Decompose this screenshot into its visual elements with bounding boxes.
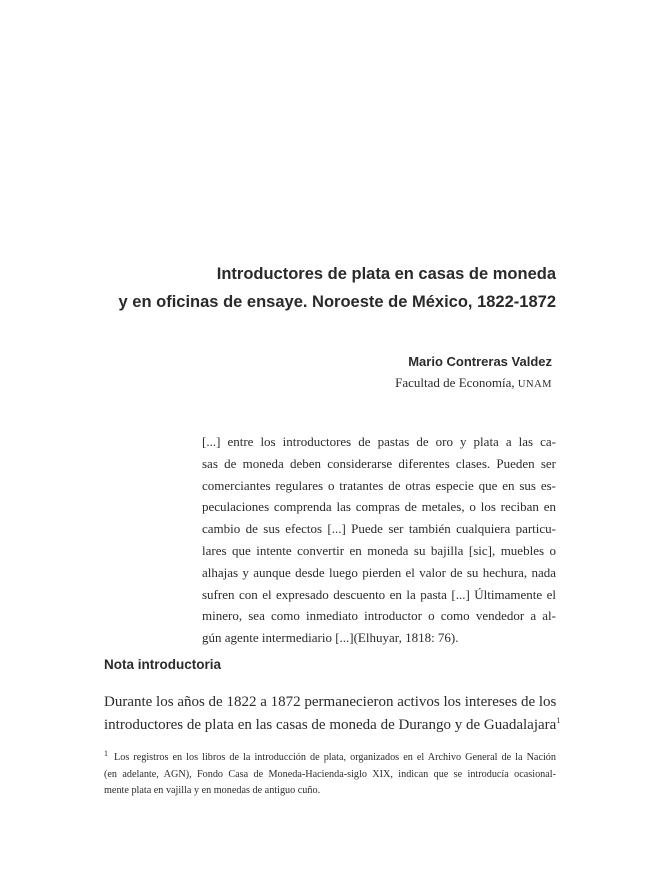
footnote-reference: 1 [556, 716, 561, 725]
article-title-line-2: y en oficinas de ensaye. Noroeste de México, 1822-1872 [118, 293, 556, 311]
author-affiliation [395, 374, 552, 394]
epigraph-line: [...] entre los introductores de pastas de oro y plata a las ca- [202, 434, 556, 449]
footnote-line: (en adelante, AGN), Fondo Casa de Moneda-Hacienda-siglo XIX, indican que se introducía ocasional- [104, 768, 556, 780]
epigraph-line: peculaciones comprenda las compras de metales, o los reciban en [202, 499, 556, 515]
author-name: Mario Contreras Valdez [408, 354, 552, 369]
epigraph-line: comerciantes regulares o tratantes de otras especie que en sus es- [202, 477, 556, 493]
epigraph-line: minero, sea como inmediato introductor o como vendedor a al- [202, 608, 556, 624]
footnote-line [104, 750, 556, 767]
epigraph-line: sufren con el expresado descuento en la pasta [...] Últimamente el [202, 586, 556, 602]
footnote [104, 750, 556, 800]
body-line-text: introductores de plata en las casas de moneda de Durango y de Guadalajara [104, 717, 557, 733]
affiliation-text: Facultad de Economía, [395, 375, 518, 390]
epigraph-line: gún agente intermediario [...](Elhuyar, 1818: 76). [202, 630, 459, 646]
body-line-with-footnote [104, 714, 561, 737]
epigraph-line: sas de moneda deben considerarse diferentes clases. Pueden ser [202, 455, 556, 471]
footnote-line: mente plata en vajilla y en monedas de antiguo cuño. [104, 785, 321, 796]
body-line: Durante los años de 1822 a 1872 permanecieron activos los intereses de los [104, 694, 557, 710]
section-heading: Nota introductoria [104, 657, 221, 672]
epigraph-line: lares que intente convertir en moneda su bajilla [sic], muebles o [202, 542, 556, 558]
footnote-number: 1 [104, 748, 108, 758]
epigraph-line: cambio de sus efectos [...] Puede ser también cualquiera particu- [202, 521, 556, 537]
body-paragraph [104, 691, 561, 737]
affiliation-organization: UNAM [517, 379, 552, 390]
footnote-text: Los registros en los libros de la introducción de plata, organizados en el Archivo General de la Nación [114, 752, 556, 763]
epigraph-quote [202, 431, 556, 649]
article-title-line-1: Introductores de plata en casas de moneda [216, 265, 556, 283]
epigraph-line: alhajas y aunque desde luego pierden el valor de su hechura, nada [202, 564, 556, 580]
